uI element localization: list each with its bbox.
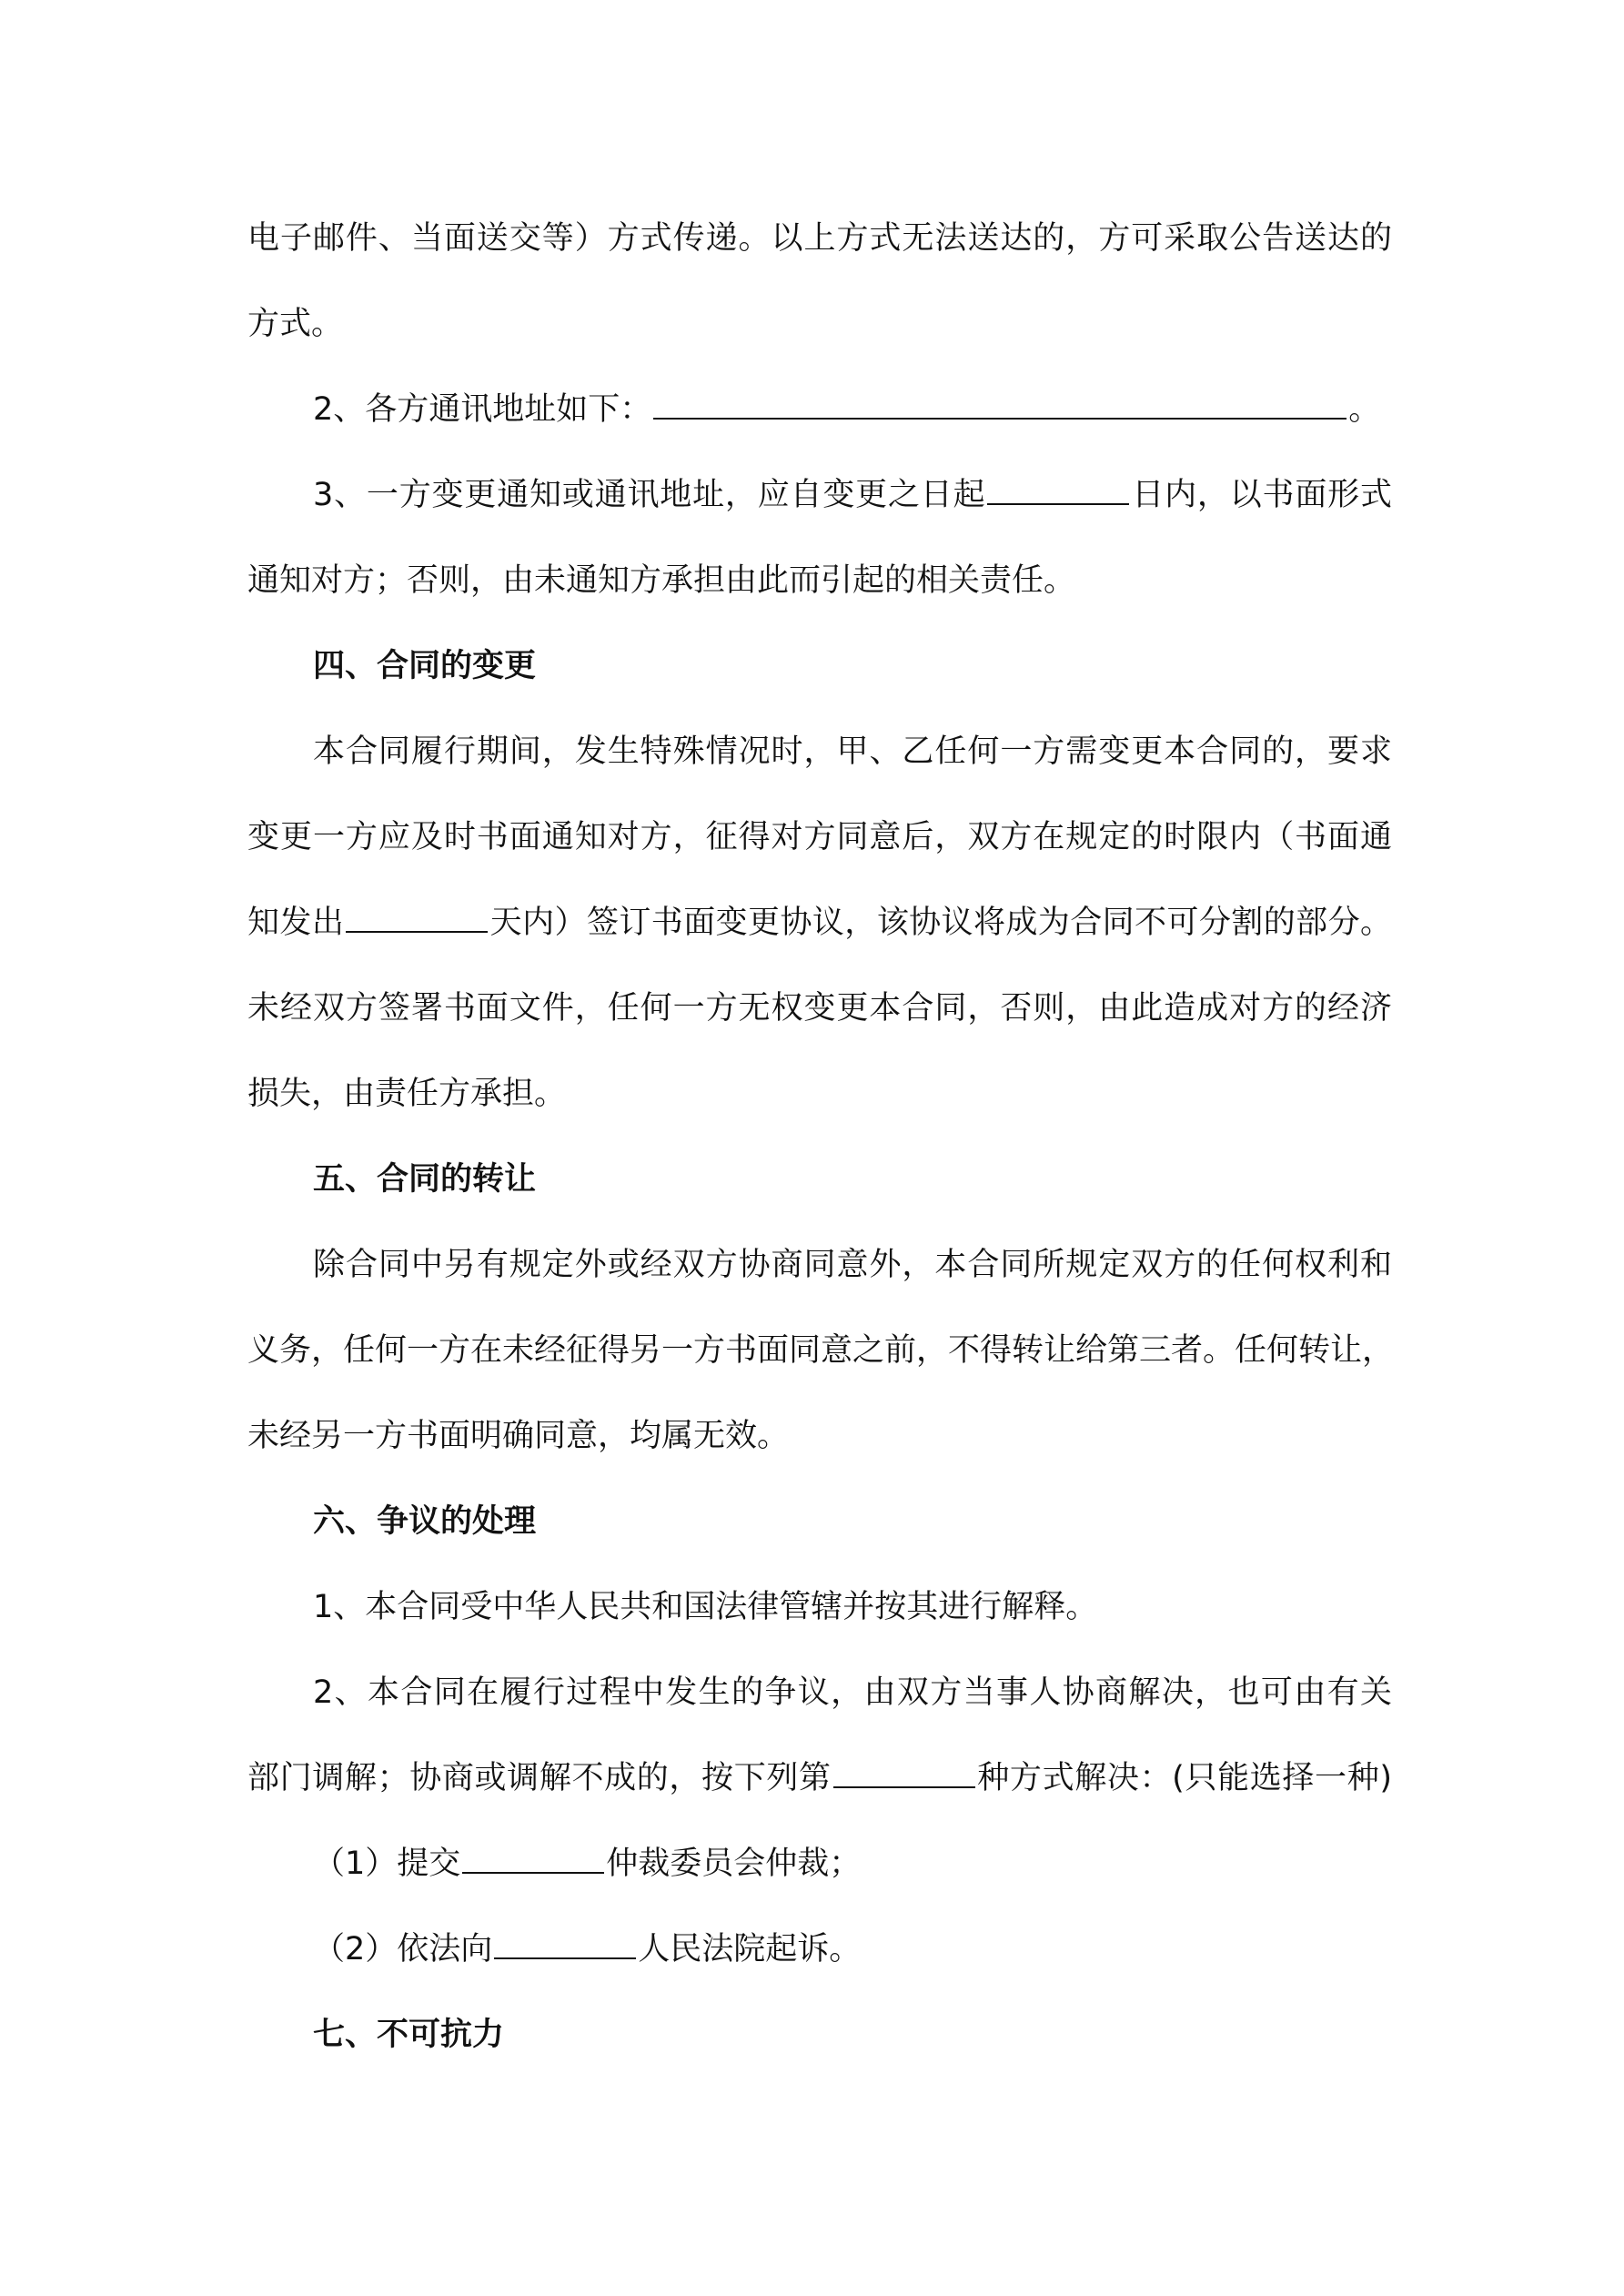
clause-text: 知发出 xyxy=(247,905,345,941)
address-clause xyxy=(313,382,1392,437)
clause-text: 种方式解决：(只能选择一种) xyxy=(976,1760,1392,1796)
section4-line: 本合同履行期间，发生特殊情况时，甲、乙任何一方需变更本合同的，要求 xyxy=(313,733,1392,770)
clause-text: 天内）签订书面变更协议，该协议将成为合同不可分割的部分。 xyxy=(489,905,1392,941)
section6-item2: 2、本合同在履行过程中发生的争议，由双方当事人协商解决，也可由有关 xyxy=(313,1674,1392,1711)
section5-line: 未经另一方书面明确同意，均属无效。 xyxy=(247,1418,790,1454)
section-heading-4: 四、合同的变更 xyxy=(313,648,537,684)
section4-line xyxy=(247,895,1392,950)
section6-item1: 1、本合同受中华人民共和国法律管辖并按其进行解释。 xyxy=(313,1589,1098,1625)
clause-text: 日内，以书面形式 xyxy=(1131,477,1392,513)
option-label: （2）依法向 xyxy=(313,1931,493,1967)
option-text: 人民法院起诉。 xyxy=(638,1931,862,1967)
paragraph-delivery-line: 电子邮件、当面送交等）方式传递。以上方式无法送达的，方可采取公告送达的 xyxy=(247,220,1392,257)
address-end: 。 xyxy=(1348,391,1381,428)
section4-line: 损失，由责任方承担。 xyxy=(247,1076,567,1112)
section-heading-7: 七、不可抗力 xyxy=(313,2017,505,2053)
section5-line: 除合同中另有规定外或经双方协商同意外，本合同所规定双方的任何权利和 xyxy=(313,1247,1392,1283)
section-heading-5: 五、合同的转让 xyxy=(313,1161,537,1198)
section5-line: 义务，任何一方在未经征得另一方书面同意之前，不得转让给第三者。任何转让， xyxy=(247,1332,1395,1369)
section6-item2 xyxy=(247,1751,1392,1805)
section-heading-6: 六、争议的处理 xyxy=(313,1503,537,1540)
change-notice-clause xyxy=(313,468,1392,522)
section4-line: 变更一方应及时书面通知对方，征得对方同意后，双方在规定的时限内（书面通 xyxy=(247,819,1392,855)
clause-text: 部门调解；协商或调解不成的，按下列第 xyxy=(247,1760,832,1796)
method-blank[interactable] xyxy=(833,1759,975,1788)
option-text: 仲裁委员会仲裁； xyxy=(606,1846,862,1882)
court-blank[interactable] xyxy=(494,1930,636,1959)
address-label: 2、各方通讯地址如下： xyxy=(313,391,652,428)
days-blank[interactable] xyxy=(346,904,488,933)
address-blank[interactable] xyxy=(653,390,1347,420)
paragraph-delivery-line: 方式。 xyxy=(247,306,344,342)
days-blank[interactable] xyxy=(987,476,1129,505)
option-arbitration xyxy=(313,1836,1392,1891)
clause-text: 3、一方变更通知或通讯地址，应自变更之日起 xyxy=(313,477,986,513)
change-notice-clause-cont: 通知对方；否则，由未通知方承担由此而引起的相关责任。 xyxy=(247,562,1076,599)
arbitration-blank[interactable] xyxy=(462,1845,604,1874)
section4-line: 未经双方签署书面文件，任何一方无权变更本合同，否则，由此造成对方的经济 xyxy=(247,990,1392,1027)
option-label: （1）提交 xyxy=(313,1846,461,1882)
option-litigation xyxy=(313,1922,1392,1977)
